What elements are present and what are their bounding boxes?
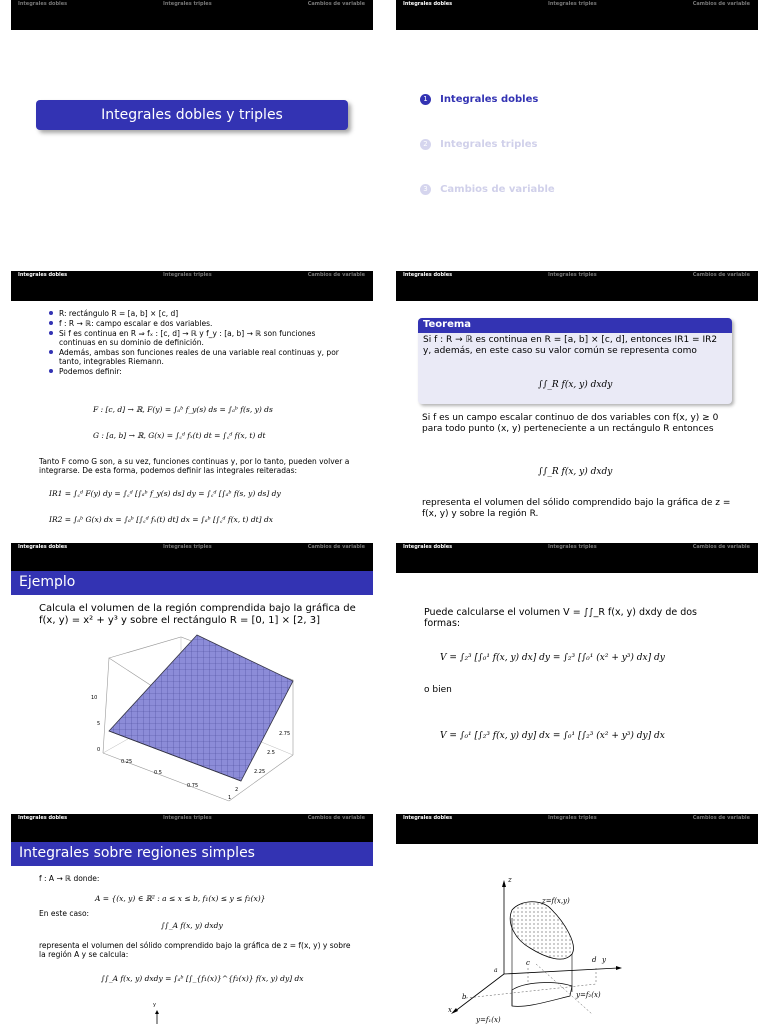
x-tick-label: 0.75 [187, 783, 199, 789]
label-c: c [526, 959, 530, 967]
nav-item-cambios[interactable]: Cambios de variable [307, 815, 365, 821]
slide-7 [11, 814, 373, 1024]
text-line: f : A → ℝ donde: [39, 874, 100, 883]
paragraph: representa el volumen del sólido comprendido bajo la gráfica de z = f(x, y) y sobre la región R. [422, 498, 731, 519]
double-integral: ∫∫_R f(x, y) dxdy [538, 467, 613, 477]
presentation-title: Integrales dobles y triples [101, 107, 283, 123]
slide-2 [396, 0, 758, 262]
list-item: Además, ambas son funciones reales de una variable real continuas y, por tanto, integrables Riemann. [49, 348, 349, 366]
paragraph: Si f es un campo escalar continuo de dos variables con f(x, y) ≥ 0 para todo punto (x, y) perteneciente a un rectángulo R entonces [422, 413, 719, 434]
z-tick-label: 10 [91, 695, 98, 701]
z-tick-label: 5 [97, 721, 101, 727]
nav-item-cambios[interactable]: Cambios de variable [692, 815, 750, 821]
equation-1: V = ∫₂³ [∫₀¹ f(x, y) dx] dy = ∫₂³ [∫₀¹ (x² + y³) dx] dy [440, 653, 665, 663]
nav-item-dobles[interactable]: Integrales dobles [18, 815, 68, 821]
paragraph: Puede calcularse el volumen V = ∫∫_R f(x, y) dxdy de dos formas: [424, 607, 698, 629]
nav-item-triples[interactable]: Integrales triples [548, 272, 597, 278]
label-d: d [592, 956, 597, 964]
slide-4 [396, 271, 758, 533]
exercise-text: Calcula el volumen de la región comprendida bajo la gráfica de f(x, y) = x² + y³ y sobre el rectángulo R = [0, 1] × [2, 3] [39, 603, 356, 626]
y-tick-label: 2.75 [279, 731, 291, 737]
nav-bar [11, 0, 373, 30]
nav-item-cambios[interactable]: Cambios de variable [307, 1, 365, 7]
toc-item-2[interactable] [420, 134, 537, 153]
nav-item-dobles[interactable]: Integrales dobles [403, 272, 453, 278]
y-tick-label: 2.5 [267, 750, 275, 756]
double-integral: ∫∫_A f(x, y) dxdy [161, 921, 223, 930]
surface-mesh [109, 635, 293, 781]
nav-item-triples[interactable]: Integrales triples [163, 544, 212, 550]
toc-label: Integrales dobles [440, 94, 539, 105]
list-item: R: rectángulo R = [a, b] × [c, d] [49, 309, 349, 318]
nav-item-triples[interactable]: Integrales triples [548, 1, 597, 7]
equation-ir1: IR1 = ∫꜀ᵈ F(y) dy = ∫꜀ᵈ [∫ₐᵇ f_y(s) ds] dy = ∫꜀ᵈ [∫ₐᵇ f(s, y) ds] dy [49, 489, 281, 498]
set-definition: A = {(x, y) ∈ ℝ² : a ≤ x ≤ b, f₁(x) ≤ y ≤ f₂(x)} [95, 894, 266, 903]
nav-item-triples[interactable]: Integrales triples [548, 544, 597, 550]
toc-label: Integrales triples [440, 139, 538, 150]
x-tick-label: 0.5 [154, 770, 162, 776]
frame-title: Integrales sobre regiones simples [19, 845, 255, 861]
axis-label-x: x [448, 1006, 452, 1014]
slide-5 [11, 543, 373, 805]
nav-item-cambios[interactable]: Cambios de variable [692, 1, 750, 7]
text-obien: o bien [424, 685, 452, 695]
equation-2: V = ∫₀¹ [∫₂³ f(x, y) dy] dx = ∫₀¹ [∫₂³ (x² + y³) dy] dx [440, 731, 665, 741]
toc-item-3[interactable] [420, 179, 555, 198]
double-integral: ∫∫_R f(x, y) dxdy [538, 380, 613, 390]
equation: ∫∫_A f(x, y) dxdy = ∫ₐᵇ [∫_{f₁(x)}^{f₂(x)} f(x, y) dy] dx [101, 974, 304, 983]
nav-item-triples[interactable]: Integrales triples [163, 815, 212, 821]
nav-item-dobles[interactable]: Integrales dobles [403, 815, 453, 821]
label-a: a [494, 967, 498, 974]
toc-number-badge: 3 [420, 184, 431, 195]
label-b: b [462, 993, 467, 1001]
nav-item-dobles[interactable]: Integrales dobles [18, 544, 68, 550]
slide-1 [11, 0, 373, 262]
nav-item-dobles[interactable]: Integrales dobles [403, 1, 453, 7]
nav-bar [11, 271, 373, 301]
solid-surface [510, 902, 573, 959]
nav-item-dobles[interactable]: Integrales dobles [18, 272, 68, 278]
axis-label-y: y [602, 956, 606, 964]
theorem-text: Si f : R → ℝ es continua en R = [a, b] × [c, d], entonces IR1 = IR2 y, además, en este caso su valor común se representa como [423, 335, 718, 356]
slide-3 [11, 271, 373, 533]
slide-6 [396, 543, 758, 805]
y-tick-label: 2 [235, 787, 239, 793]
toc-label: Cambios de variable [440, 184, 555, 195]
title-box [36, 100, 348, 130]
x-tick-label: 1 [228, 795, 232, 801]
frame-title: Ejemplo [19, 574, 76, 590]
x-tick-label: 0.25 [121, 759, 133, 765]
nav-item-triples[interactable]: Integrales triples [163, 272, 212, 278]
definition-F: F : [c, d] → ℝ, F(y) = ∫ₐᵇ f_y(s) ds = ∫ₐᵇ f(s, y) ds [93, 405, 273, 414]
slide-8 [396, 814, 758, 1024]
nav-bar [396, 0, 758, 30]
curve-label-f2: y=f₂(x) [576, 991, 601, 999]
list-item: Podemos definir: [49, 367, 349, 376]
theorem-title: Teorema [418, 318, 732, 333]
region-A [512, 983, 572, 1007]
surface-label: z=f(x,y) [542, 897, 570, 905]
nav-bar [396, 271, 758, 301]
nav-item-triples[interactable]: Integrales triples [548, 815, 597, 821]
equation-ir2: IR2 = ∫ₐᵇ G(x) dx = ∫ₐᵇ [∫꜀ᵈ fₓ(t) dt] dx = ∫ₐᵇ [∫꜀ᵈ f(x, t) dt] dx [49, 515, 273, 524]
definition-G: G : [a, b] → ℝ, G(x) = ∫꜀ᵈ fₓ(t) dt = ∫꜀ᵈ f(x, t) dt [93, 431, 266, 440]
nav-item-cambios[interactable]: Cambios de variable [692, 544, 750, 550]
toc-number-badge: 1 [420, 94, 431, 105]
nav-bar [396, 543, 758, 573]
nav-item-dobles[interactable]: Integrales dobles [18, 1, 68, 7]
nav-item-dobles[interactable]: Integrales dobles [403, 544, 453, 550]
text-line: En este caso: [39, 909, 90, 918]
theorem-block [418, 318, 732, 404]
axis-label-y: y [153, 1002, 156, 1008]
curve-label-f1: y=f₁(x) [476, 1016, 501, 1024]
toc-item-1[interactable] [420, 89, 538, 108]
y-tick-label: 2.25 [254, 769, 266, 775]
bullet-list [49, 309, 349, 377]
surface-plot [11, 543, 373, 805]
list-item: Si f es continua en R ⇒ fₓ : [c, d] → ℝ y f_y : [a, b] → ℝ son funciones continuas en su dominio de definición. [49, 329, 349, 347]
axis-label-z: z [508, 876, 512, 884]
nav-item-cambios[interactable]: Cambios de variable [692, 272, 750, 278]
nav-bar [11, 814, 373, 844]
paragraph: Tanto F como G son, a su vez, funciones continuas y, por lo tanto, pueden volver a integrarse. De esta forma, podemos definir las integrales reiteradas: [39, 457, 350, 475]
list-item: f : R → ℝ: campo escalar e dos variables. [49, 319, 349, 328]
nav-item-triples[interactable]: Integrales triples [163, 1, 212, 7]
z-tick-label: 0 [97, 747, 101, 753]
paragraph: representa el volumen del sólido comprendido bajo la gráfica de z = f(x, y) y sobre la región A y se calcula: [39, 941, 351, 959]
axis-arrow [152, 1010, 162, 1024]
frame-title-bar [11, 842, 373, 866]
toc-number-badge: 2 [420, 139, 431, 150]
nav-item-cambios[interactable]: Cambios de variable [307, 272, 365, 278]
nav-item-cambios[interactable]: Cambios de variable [307, 544, 365, 550]
